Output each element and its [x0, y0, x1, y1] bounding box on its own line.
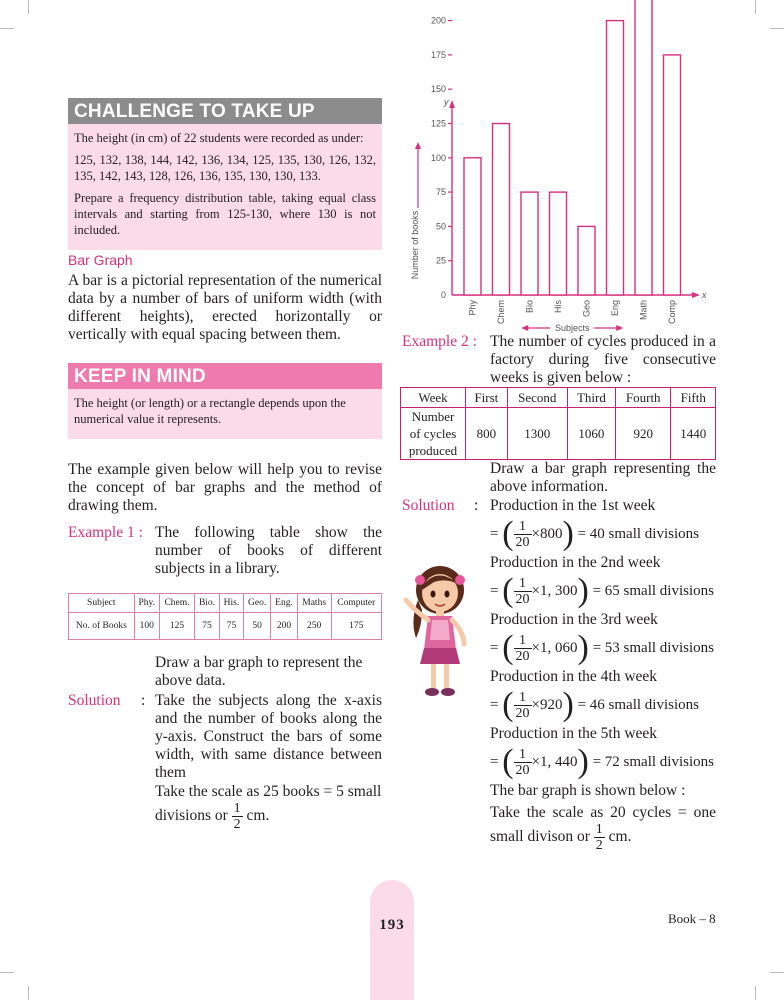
example1-task: Draw a bar graph to represent the above data.	[155, 654, 363, 689]
example1-scale-text	[155, 783, 382, 832]
example1-text: The following table show the number of books of different subjects in a library.	[155, 524, 382, 577]
x-axis-arrow-icon	[692, 292, 700, 298]
crop-mark	[28, 0, 29, 14]
bar	[550, 192, 567, 295]
table-cell: 250	[297, 613, 331, 640]
table-cell: 920	[615, 408, 671, 460]
table-header-cell: Geo.	[244, 594, 271, 613]
step-result: = 65 small divisions	[592, 582, 714, 599]
crop-mark	[755, 0, 756, 14]
step-equation: = ( $\frac{1}{20}$ ×800 ) = 40 small divisions	[490, 515, 699, 552]
table-header-cell: Phy.	[134, 594, 159, 613]
table-cell: 1300	[507, 408, 567, 460]
x-tick-label: His	[553, 300, 563, 313]
table-header-cell: His.	[219, 594, 243, 613]
table-cell: 200	[271, 613, 298, 640]
fraction: $\frac{1}{20}$	[515, 632, 530, 664]
bar	[607, 21, 624, 295]
cycles-table-header	[401, 388, 716, 408]
fraction: $\frac{1}{2}$	[233, 801, 241, 832]
fraction: $\frac{1}{20}$	[515, 575, 530, 607]
step-equation: = ( $\frac{1}{20}$ ×920 ) = 46 small divisions	[490, 686, 699, 723]
step-title: Production in the 4th week	[490, 668, 658, 685]
step-title: Production in the 5th week	[490, 725, 658, 742]
example2-task: Draw a bar graph representing the above information.	[490, 460, 716, 495]
x-tick-label: Chem	[496, 300, 506, 325]
table-row-label: Number of cycles produced	[401, 408, 466, 460]
table-header-cell: Bio.	[195, 594, 220, 613]
bar	[578, 226, 595, 295]
y-tick-label: 0	[440, 290, 446, 300]
table-cell: 50	[244, 613, 271, 640]
page-number: 193	[379, 917, 405, 933]
crop-mark	[0, 972, 14, 973]
books-bar-chart	[400, 15, 720, 337]
challenge-box	[68, 98, 382, 250]
table-header-cell: Fifth	[671, 388, 716, 408]
step-result: = 40 small divisions	[577, 525, 699, 542]
y-label-arrow-icon	[415, 142, 421, 149]
x-tick-label: Math	[638, 300, 649, 321]
solution-step	[490, 668, 730, 722]
table-header-cell: Fourth	[615, 388, 671, 408]
step-title: Production in the 1st week	[490, 497, 656, 514]
y-tick-label: 50	[435, 221, 446, 232]
example2-label: Example 2 :	[402, 333, 477, 350]
table-cell: 75	[195, 613, 220, 640]
table-row-label: No. of Books	[69, 613, 135, 640]
x-label-arrow-icon	[616, 325, 623, 331]
table-cell: 800	[466, 408, 508, 460]
step-multiplier: ×1, 300	[531, 582, 578, 599]
y-tick-label: 125	[430, 118, 446, 129]
book-label: Book – 8	[668, 911, 716, 926]
example1-label: Example 1 :	[68, 524, 143, 541]
graph-shown-text: The bar graph is shown below :	[490, 782, 686, 799]
unit-text: cm.	[246, 807, 270, 825]
table-cell: 175	[331, 613, 382, 640]
step-multiplier: ×920	[531, 696, 563, 713]
step-multiplier: ×1, 440	[531, 753, 578, 770]
example2-text: The number of cycles produced in a factory during five consecutive weeks is given below :	[490, 333, 716, 386]
books-table	[68, 593, 382, 640]
bar-graph-text: A bar is a pictorial representation of the numerical data by a number of bars of uniform width (with different heights), erected horizontally or vertically with equal spacing between them.	[68, 272, 382, 343]
example1-solution-text: Take the subjects along the x-axis and the number of books along the y-axis. Construct the bars of some width, with same distance between them	[155, 692, 382, 781]
step-multiplier: ×1, 060	[531, 639, 578, 656]
keep-in-mind-text: The height (or length) or a rectangle depends upon the numerical value it represents.	[74, 396, 346, 426]
y-tick-label: 175	[430, 49, 446, 60]
challenge-task: Prepare a frequency distribution table, taking equal class intervals and starting from 125-130, where 130 is not included.	[74, 191, 376, 237]
x-axis-label: Subjects	[554, 323, 590, 333]
solution-step	[490, 497, 730, 551]
y-tick-label: 200	[430, 15, 446, 26]
bar	[493, 124, 510, 296]
example2-solution-label: Solution	[402, 497, 455, 514]
table-header-cell: Computer	[331, 594, 382, 613]
girl-illustration-icon	[398, 560, 478, 705]
fraction: $\frac{1}{20}$	[515, 746, 530, 778]
y-tick-label: 25	[435, 255, 446, 266]
step-result: = 46 small divisions	[577, 696, 699, 713]
y-tick-label: 75	[435, 187, 446, 198]
cycles-table	[400, 387, 716, 460]
keep-in-mind-box	[68, 363, 382, 439]
cycles-table-row	[401, 408, 716, 460]
x-tick-label: Bio	[524, 300, 535, 314]
x-tick-label: Geo	[581, 300, 592, 318]
solution-steps	[490, 497, 730, 853]
step-result: = 72 small divisions	[592, 753, 714, 770]
crop-mark	[28, 986, 29, 1000]
example2-colon: :	[474, 497, 479, 514]
step-multiplier: ×800	[531, 525, 563, 542]
example2-scale-text: Take the scale as 20 cycles = one small divison or $\frac{1}{2}$ cm.	[490, 804, 716, 853]
step-result: = 53 small divisions	[592, 639, 714, 656]
page-tab	[370, 880, 414, 1000]
x-label-arrow-icon	[521, 325, 528, 331]
y-axis-label: Number of books	[410, 210, 420, 280]
table-cell: 1060	[567, 408, 615, 460]
table-header-cell: Subject	[69, 594, 135, 613]
step-title: Production in the 3rd week	[490, 611, 658, 628]
y-tick-label: 150	[430, 84, 446, 95]
y-tick-label: 100	[430, 152, 446, 163]
solution-step	[490, 611, 730, 665]
table-cell: 1440	[671, 408, 716, 460]
bar	[664, 55, 681, 295]
x-tick-label: Eng	[610, 300, 620, 317]
books-table-row	[69, 613, 382, 640]
table-cell: 100	[134, 613, 159, 640]
x-tick-label: Comp	[667, 300, 677, 325]
step-title: Production in the 2nd week	[490, 554, 661, 571]
y-axis-letter: y	[444, 97, 449, 107]
fraction: $\frac{1}{20}$	[515, 518, 530, 550]
solution-step	[490, 554, 730, 608]
crop-mark	[770, 28, 784, 29]
revise-text: The example given below will help you to revise the concept of bar graphs and the method of drawing them.	[68, 461, 382, 514]
fraction: $\frac{1}{2}$	[595, 822, 603, 853]
solution-step	[490, 725, 730, 779]
crop-mark	[770, 972, 784, 973]
crop-mark	[0, 28, 14, 29]
keep-in-mind-title: KEEP IN MIND	[68, 363, 382, 389]
table-header-cell: Third	[567, 388, 615, 408]
scale-text: Take the scale as 25 books = 5 small divisions or	[155, 783, 382, 825]
table-header-cell: First	[466, 388, 508, 408]
table-header-cell: Maths	[297, 594, 331, 613]
x-axis-letter: x	[702, 290, 707, 300]
bar	[635, 0, 652, 295]
x-tick-label: Phy	[467, 300, 478, 316]
challenge-text: The height (in cm) of 22 students were recorded as under:	[74, 131, 364, 145]
fraction: $\frac{1}{20}$	[515, 689, 530, 721]
table-header-cell: Eng.	[271, 594, 298, 613]
step-equation: = ( $\frac{1}{20}$ ×1, 060 ) = 53 small divisions	[490, 629, 714, 666]
table-cell: 75	[219, 613, 243, 640]
step-equation: = ( $\frac{1}{20}$ ×1, 440 ) = 72 small divisions	[490, 743, 714, 780]
challenge-title: CHALLENGE TO TAKE UP	[68, 98, 382, 124]
y-axis-arrow-icon	[449, 100, 455, 108]
step-equation: = ( $\frac{1}{20}$ ×1, 300 ) = 65 small divisions	[490, 572, 714, 609]
books-table-header	[69, 594, 382, 613]
table-header-cell: Chem.	[159, 594, 194, 613]
bar	[464, 158, 481, 295]
challenge-heights: 125, 132, 138, 144, 142, 136, 134, 125, 135, 130, 126, 132, 135, 142, 143, 128, 126, 136, 135, 130, 130, 133.	[74, 153, 376, 183]
example1-solution-label: Solution	[68, 692, 121, 709]
table-cell: 125	[159, 613, 194, 640]
table-header-cell: Week	[401, 388, 466, 408]
bar	[521, 192, 538, 295]
table-header-cell: Second	[507, 388, 567, 408]
bar-graph-heading: Bar Graph	[68, 252, 133, 268]
example1-colon: :	[141, 692, 146, 709]
crop-mark	[755, 986, 756, 1000]
